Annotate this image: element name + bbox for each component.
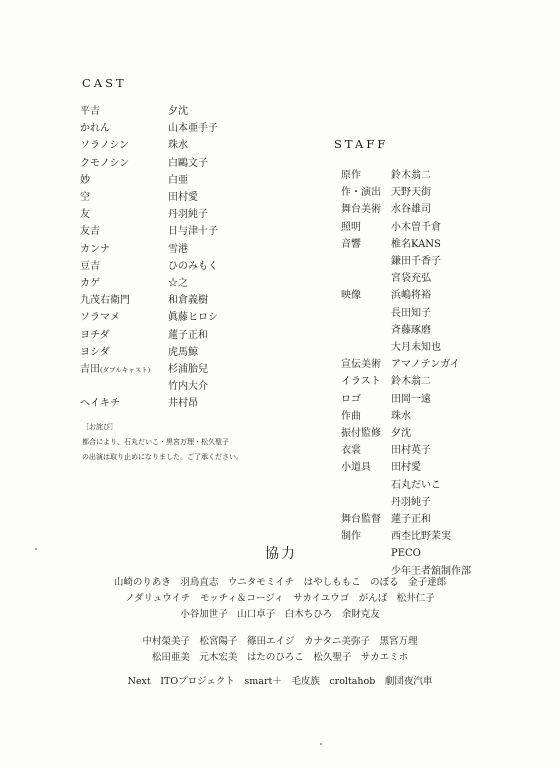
staff-role <box>341 201 381 218</box>
cast-role <box>80 292 130 309</box>
staff-role-text: 作曲 <box>341 410 361 422</box>
staff-name: 宮袋充弘 <box>391 273 431 285</box>
cast-role <box>80 327 110 344</box>
cast-name: 日与津十子 <box>168 226 218 238</box>
staff-name: 西杢比野茉実 <box>391 531 451 543</box>
cast-role <box>80 344 110 361</box>
cast-role-text: 友 <box>80 209 90 221</box>
staff-role-text: 照明 <box>341 221 361 233</box>
staff-role-text: イラスト <box>341 376 381 388</box>
cast-name: 白亜 <box>168 174 188 186</box>
staff-role <box>341 219 361 236</box>
cast-name: ☆之 <box>168 278 188 289</box>
cast-role-text: 妙 <box>80 174 90 186</box>
cast-heading: CAST <box>82 76 127 90</box>
cast-role <box>80 103 100 120</box>
staff-role <box>341 511 381 528</box>
staff-name: 田村愛 <box>391 462 421 474</box>
cast-role-text: 九茂右衛門 <box>80 295 130 307</box>
cast-role-text: カンナ <box>80 243 110 255</box>
staff-role-text: 原作 <box>341 170 361 181</box>
cast-role <box>80 155 129 172</box>
staff-role-text: 宣伝美術 <box>341 359 381 371</box>
cast-role-text: クモノシン <box>80 157 130 169</box>
staff-name: 田村英子 <box>391 445 431 457</box>
cast-role-text: ヨシダ <box>80 346 110 358</box>
staff-name: アマノテンガイ <box>391 359 460 371</box>
cast-role <box>80 275 100 292</box>
cast-role-text: ソラマメ <box>80 312 120 324</box>
staff-name: 鈴木翁二 <box>391 376 431 388</box>
cast-role-text: ヨチダ <box>80 329 110 341</box>
staff-role-text: 映像 <box>341 290 361 302</box>
staff-name: 鎌田千香子 <box>391 256 441 267</box>
staff-role <box>341 528 361 545</box>
cast-name: ひのみもく <box>168 260 218 272</box>
cast-role-text: 豆吉 <box>80 260 100 272</box>
staff-role-text: ロゴ <box>341 393 361 405</box>
staff-name: 椎名KANS <box>391 238 441 250</box>
cast-name: 虎馬鯨 <box>168 346 198 358</box>
staff-name: 夕沈 <box>391 428 411 439</box>
cast-role <box>80 258 100 275</box>
cast-role-text: 友吉 <box>80 226 100 238</box>
apology-line-1: 都合により、石丸だいこ・黒宮万理・松久聖子 <box>82 438 229 446</box>
staff-name: 斉藤琢磨 <box>391 324 431 336</box>
staff-role <box>341 236 361 253</box>
cast-name: 眞藤ヒロシ <box>168 312 218 324</box>
kyoryoku-line-6: Next ITOプロジェクト smart＋ 毛皮族 croltahob 劇団夜汽車 <box>127 676 433 687</box>
cast-name: 田村愛 <box>168 192 198 203</box>
staff-role-text: 制作 <box>341 531 361 543</box>
staff-role <box>341 459 371 476</box>
staff-role <box>341 425 381 442</box>
scan-speck <box>35 548 37 550</box>
cast-role <box>80 309 120 326</box>
staff-role-text: 振付監修 <box>341 428 381 439</box>
cast-role <box>80 361 150 379</box>
staff-name: 天野天街 <box>391 187 431 199</box>
cast-role-text: 吉田 <box>80 364 100 375</box>
staff-role <box>341 408 361 425</box>
cast-name: 竹内大介 <box>168 381 208 393</box>
cast-list <box>80 103 260 423</box>
staff-role <box>341 373 381 390</box>
staff-name: 長田知子 <box>391 307 431 319</box>
cast-name: 白鷗文子 <box>168 157 208 169</box>
kyoryoku-line-2: ノダリュウイチ モッチィ＆コージィ サカイユウゴ がんば 松井仁子 <box>125 593 435 604</box>
scan-speck <box>320 743 322 745</box>
cast-name: 蓮子正和 <box>168 329 208 341</box>
staff-role-text: 音響 <box>341 238 361 250</box>
staff-role-text: 作・演出 <box>341 187 381 199</box>
kyoryoku-title: 協力 <box>265 546 297 562</box>
apology-title: ［お詫び］ <box>82 423 118 431</box>
cast-role <box>80 206 90 223</box>
cast-name: 珠水 <box>168 140 188 152</box>
staff-role <box>341 287 361 304</box>
staff-role <box>341 184 381 201</box>
staff-role-text: 小道具 <box>341 462 371 474</box>
staff-name: 丹羽純子 <box>391 496 431 508</box>
cast-name: 丹羽純子 <box>168 209 208 221</box>
staff-name: PECO <box>391 548 421 560</box>
staff-role <box>341 442 361 459</box>
staff-name: 浜嶋将裕 <box>391 290 431 302</box>
cast-name: 山本亜手子 <box>168 123 218 135</box>
staff-heading: STAFF <box>334 137 389 151</box>
staff-role <box>341 391 361 408</box>
cast-name: 和倉義樹 <box>168 295 208 307</box>
cast-role-text: 平吉 <box>80 106 100 117</box>
cast-role <box>80 241 110 258</box>
kyoryoku-line-4: 中村榮美子 松宮陽子 篠田エイジ カナタニ美弥子 黒宮万理 <box>142 636 418 647</box>
staff-role <box>341 356 381 373</box>
staff-name: 蓮子正和 <box>391 514 431 525</box>
apology-note <box>82 420 243 465</box>
staff-role-text: 衣裳 <box>341 445 361 457</box>
staff-list <box>341 167 541 587</box>
staff-name: 鈴木翁二 <box>391 170 431 181</box>
cast-role-text: ソラノシン <box>80 140 130 152</box>
cast-role-text: かれん <box>80 123 110 135</box>
kyoryoku-line-1: 山崎のりあき 羽鳥直志 ウニタモミイチ はやしももこ のぼる 金子達郎 <box>113 577 447 588</box>
staff-role <box>341 167 361 184</box>
cast-role <box>80 395 120 412</box>
staff-name: 石丸だいこ <box>391 479 441 491</box>
staff-name: 小木曽千倉 <box>391 221 441 233</box>
staff-role-text: 舞台美術 <box>341 204 381 216</box>
cast-name: 杉浦胎兒 <box>168 364 208 375</box>
cast-role <box>80 223 100 240</box>
kyoryoku-line-5: 松田亜美 元木宏美 はたのひろこ 松久聖子 サカエミホ <box>151 652 409 663</box>
cast-name: 雪港 <box>168 243 188 255</box>
staff-name: 珠水 <box>391 410 411 422</box>
cast-name: 夕沈 <box>168 106 188 117</box>
cast-role <box>80 172 90 189</box>
staff-name: 少年王者舘制作部 <box>391 565 471 577</box>
staff-role-text: 舞台監督 <box>341 514 381 525</box>
cast-role <box>80 189 90 206</box>
staff-name: 水谷雄司 <box>391 204 431 216</box>
cast-role-text: カゲ <box>80 278 100 289</box>
staff-name: 田岡一遠 <box>391 393 431 405</box>
cast-role <box>80 120 110 137</box>
apology-line-2: の出演は取り止めになりました。ご了承ください。 <box>82 453 243 461</box>
kyoryoku-line-3: 小谷加世子 山口卓子 白木ちひろ 余財克友 <box>180 609 380 620</box>
cast-name: 井村昂 <box>168 398 198 410</box>
cast-role-note: (ダブルキャスト) <box>100 366 151 374</box>
staff-name: 大月未知也 <box>391 342 441 353</box>
cast-role <box>80 137 129 154</box>
cast-role-text: ヘイキチ <box>80 398 120 410</box>
cast-role-text: 空 <box>80 192 90 203</box>
